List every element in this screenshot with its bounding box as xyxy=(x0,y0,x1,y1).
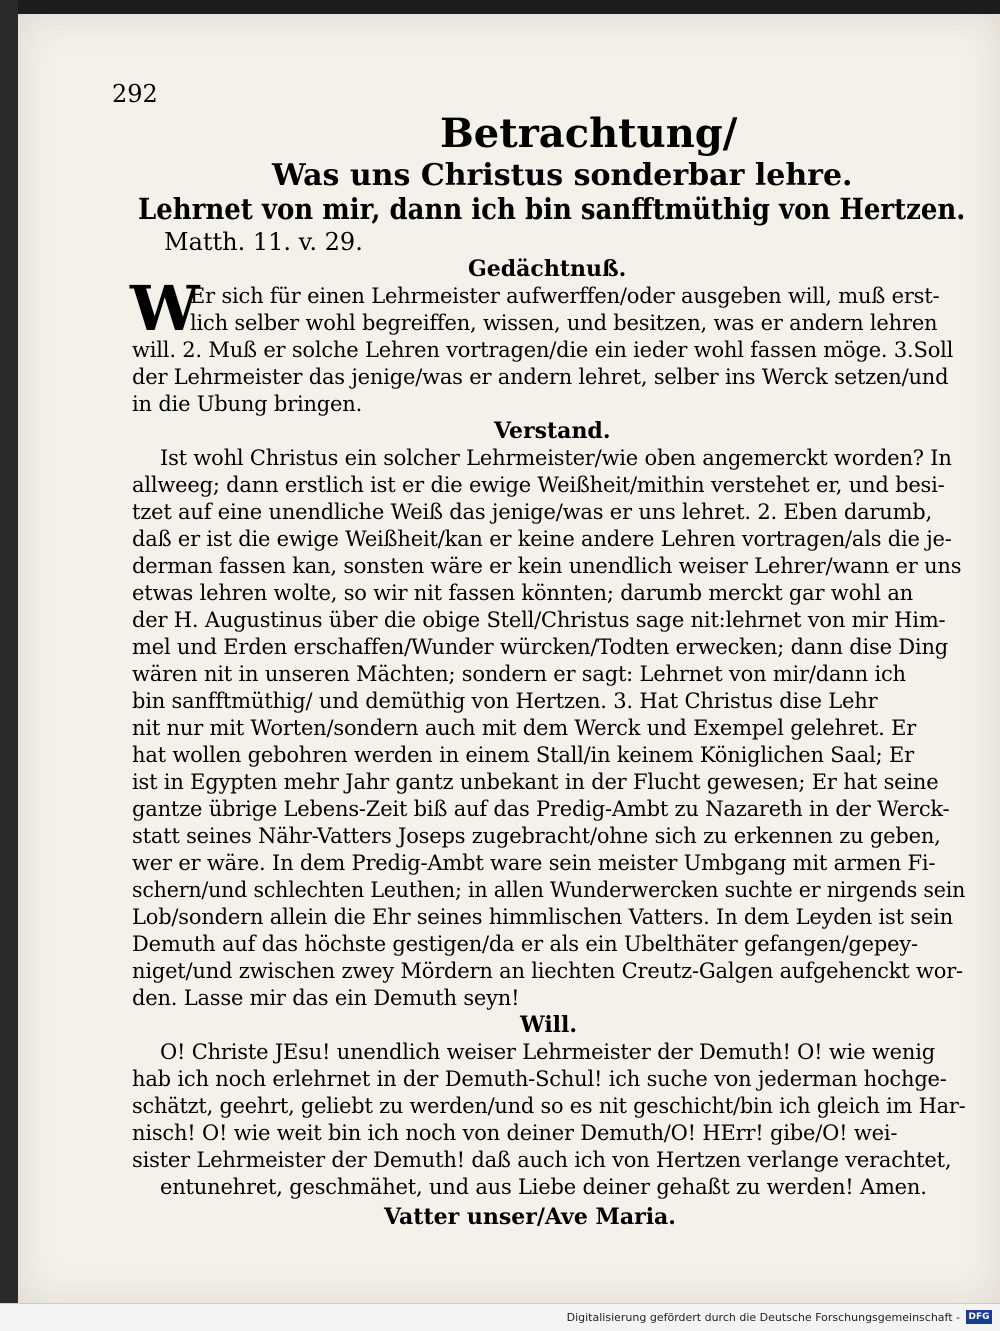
text-line: etwas lehren wolte, so wir nit fassen könnten; darumb merckt gar wohl an xyxy=(132,581,913,605)
text-line: bin sanfftmüthig/ und demüthig von Hertzen. 3. Hat Christus dise Lehr xyxy=(132,689,878,713)
text-line: der H. Augustinus über die obige Stell/Christus sage nit:lehrnet von mir Him- xyxy=(132,608,946,632)
closing-prayer: Vatter unser/Ave Maria. xyxy=(384,1204,676,1230)
text-line: Lob/sondern allein die Ehr seines himmlischen Vatters. In dem Leyden ist sein xyxy=(132,905,953,929)
text-line: will. 2. Muß er solche Lehren vortragen/die ein ieder wohl fassen möge. 3.Soll xyxy=(132,338,954,362)
section-heading-gedaechtnuss: Gedächtnuß. xyxy=(468,256,627,282)
text-line: nisch! O! wie weit bin ich noch von deiner Demuth/O! HErr! gibe/O! wei- xyxy=(132,1121,898,1145)
text-line: allweeg; dann erstlich ist er die ewige Weißheit/mithin verstehet er, und besi- xyxy=(132,473,945,497)
text-line: lich selber wohl begreiffen, wissen, und besitzen, was er andern lehren xyxy=(190,311,938,335)
text-line: derman fassen kan, sonsten wäre er kein unendlich weiser Lehrer/wann er uns xyxy=(132,554,962,578)
text-line: wären nit in unseren Mächten; sondern er sagt: Lehrnet von mir/dann ich xyxy=(132,662,906,686)
text-line: Demuth auf das höchste gestigen/da er als ein Ubelthäter gefangen/gepey- xyxy=(132,932,918,956)
text-line: entunehret, geschmähet, und aus Liebe deiner gehaßt zu werden! Amen. xyxy=(160,1175,927,1199)
text-line: der Lehrmeister das jenige/was er andern lehret, selber ins Werck setzen/und xyxy=(132,365,949,389)
section-heading-verstand: Verstand. xyxy=(494,418,611,444)
bible-reference: Matth. 11. v. 29. xyxy=(164,228,363,256)
page-number: 292 xyxy=(112,80,158,108)
text-line: den. Lasse mir das ein Demuth seyn! xyxy=(132,986,520,1010)
text-line: in die Ubung bringen. xyxy=(132,392,363,416)
text-line: niget/und zwischen zwey Mördern an liechten Creutz-Galgen aufgehenckt wor- xyxy=(132,959,963,983)
text-line: Ist wohl Christus ein solcher Lehrmeister/wie oben angemerckt worden? In xyxy=(160,446,952,470)
scan-border-left xyxy=(0,0,18,1304)
text-line: wer er wäre. In dem Predig-Ambt ware sein meister Umbgang mit armen Fi- xyxy=(132,851,936,875)
text-line: sister Lehrmeister der Demuth! daß auch ich von Hertzen verlange verachtet, xyxy=(132,1148,952,1172)
dfg-logo: DFG xyxy=(966,1310,992,1324)
text-line: schern/und schlechten Leuthen; in allen Wunderwercken suchte er nirgends sein xyxy=(132,878,966,902)
text-line: schätzt, geehrt, geliebt zu werden/und so es nit geschicht/bin ich gleich im Har- xyxy=(132,1094,966,1118)
text-line: ist in Egypten mehr Jahr gantz unbekant in der Flucht gewesen; Er hat seine xyxy=(132,770,939,794)
funding-note: Digitalisierung gefördert durch die Deutsche Forschungsgemeinschaft - xyxy=(566,1311,960,1324)
text-line: gantze übrige Lebens-Zeit biß auf das Predig-Ambt zu Nazareth in der Werck- xyxy=(132,797,950,821)
text-line: daß er ist die ewige Weißheit/kan er keine andere Lehren vortragen/als die je- xyxy=(132,527,952,551)
text-line: hab ich noch erlehrnet in der Demuth-Schul! ich suche von jederman hochge- xyxy=(132,1067,947,1091)
text-line: nit nur mit Worten/sondern auch mit dem Werck und Exempel gelehret. Er xyxy=(132,716,917,740)
page-subtitle: Was uns Christus sonderbar lehre. xyxy=(272,158,853,193)
text-line: O! Christe JEsu! unendlich weiser Lehrmeister der Demuth! O! wie wenig xyxy=(160,1040,935,1064)
text-line: statt seines Nähr-Vatters Joseps zugebracht/ohne sich zu erkennen zu geben, xyxy=(132,824,941,848)
text-line: Er sich für einen Lehrmeister aufwerffen/oder ausgeben will, muß erst- xyxy=(190,284,940,308)
drop-initial: W xyxy=(130,272,200,345)
section-heading-will: Will. xyxy=(520,1012,578,1038)
text-line: tzet auf eine unendliche Weiß das jenige/was er uns lehret. 2. Eben darumb, xyxy=(132,500,933,524)
page-title: Betrachtung/ xyxy=(440,110,738,157)
scan-border-top xyxy=(18,0,1000,14)
motto: Lehrnet von mir, dann ich bin sanfftmüthig von Hertzen. xyxy=(138,192,966,226)
footer-bar xyxy=(0,1303,1000,1331)
text-line: mel und Erden erschaffen/Wunder würcken/Todten erwecken; dann dise Ding xyxy=(132,635,949,659)
text-line: hat wollen gebohren werden in einem Stall/in keinem Königlichen Saal; Er xyxy=(132,743,914,767)
